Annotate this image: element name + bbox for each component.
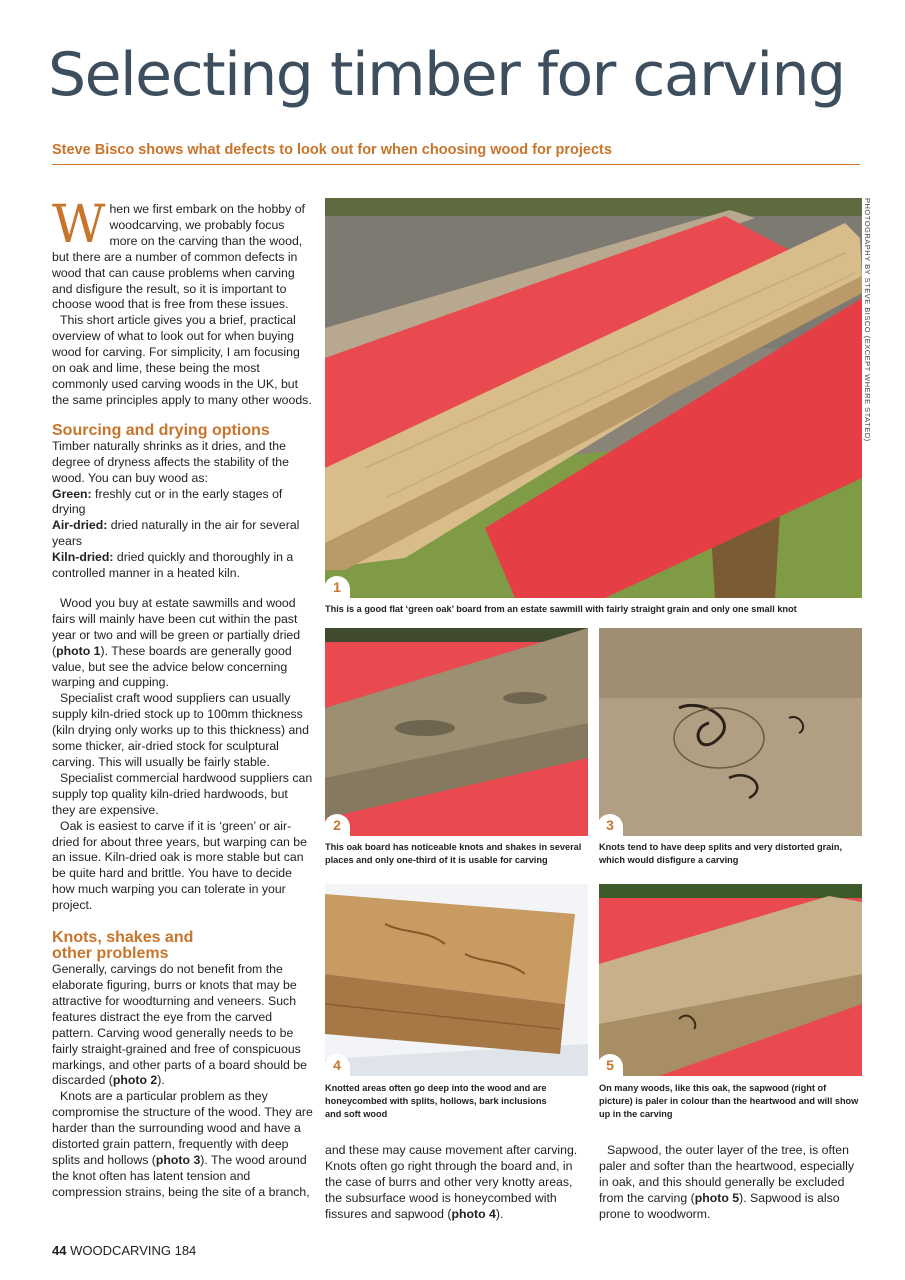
intro-paragraph-1: When we first embark on the hobby of woodcarving, we probably focus more on the carving than the wood, but there are a number of common defects in wood that can cause problems when carving and disfigure the result, so it is important to choose wood that is free from these issues. xyxy=(52,195,305,312)
photo-4-number: 4 xyxy=(324,1054,350,1076)
photo-5 xyxy=(599,884,862,1076)
sourcing-paragraph-5: Oak is easiest to carve if it is ‘green’ or air-dried for about three years, but warping can be an issue. Kiln-dried oak is more stable but can be quite hard and brittle. You have to decide how much warping you can tolerate in your project. xyxy=(52,818,307,913)
section-heading-knots: Knots, shakes and other problems xyxy=(52,929,194,963)
definition-air-dried: Air-dried: dried naturally in the air for several years xyxy=(52,518,300,549)
photo-3-number: 3 xyxy=(597,814,623,836)
sourcing-paragraph-4: Specialist commercial hardwood suppliers can supply top quality kiln-dried hardwoods, but they are expensive. xyxy=(52,770,313,817)
magazine-issue: WOODCARVING 184 xyxy=(70,1243,197,1258)
photo-2-image xyxy=(325,628,588,836)
photo-3 xyxy=(599,628,862,836)
article-title: Selecting timber for carving xyxy=(48,40,845,110)
photo-1 xyxy=(325,198,862,598)
drop-cap: W xyxy=(52,195,106,255)
definition-kiln-dried: Kiln-dried: dried quickly and thoroughly in a controlled manner in a heated kiln. xyxy=(52,550,294,581)
photo-4-caption: Knotted areas often go deep into the wood and are honeycombed with splits, hollows, bark inclusions and soft wood xyxy=(325,1083,547,1119)
sourcing-paragraph-1: Timber naturally shrinks as it dries, and the degree of dryness affects the stability of the wood. You can buy wood as: xyxy=(52,438,289,485)
middle-column-text: and these may cause movement after carving. Knots often go right through the board and, in the case of burrs and other very knotty areas, the subsurface wood is honeycombed with fissures and sapwood (photo 4). xyxy=(325,1143,578,1221)
photo-4-image xyxy=(325,884,588,1076)
photo-2 xyxy=(325,628,588,836)
section-heading-sourcing: Sourcing and drying options xyxy=(52,421,270,439)
left-column xyxy=(52,195,314,1201)
photo-1-image xyxy=(325,198,862,598)
photo-5-caption: On many woods, like this oak, the sapwood (right of picture) is paler in colour than the heartwood and will show up in the carving xyxy=(599,1083,859,1119)
sourcing-paragraph-2: Wood you buy at estate sawmills and wood fairs will mainly have been cut within the past year or two and will be green or partially dried (photo 1). These boards are generally good value, but see the advice below concerning warping and cupping. xyxy=(52,595,301,690)
photo-5-number: 5 xyxy=(597,1054,623,1076)
photo-1-caption: This is a good flat ‘green oak’ board from an estate sawmill with fairly straight grain and only one small knot xyxy=(325,604,797,614)
page-footer xyxy=(52,1243,196,1258)
photo-3-caption: Knots tend to have deep splits and very distorted grain, which would disfigure a carving xyxy=(599,842,843,865)
photo-1-number: 1 xyxy=(324,576,350,598)
photo-4 xyxy=(325,884,588,1076)
right-column-text: Sapwood, the outer layer of the tree, is often paler and softer than the heartwood, especially in oak, and this should generally be excluded from the carving (photo 5). Sapwood is also prone to woodworm. xyxy=(599,1143,854,1221)
sourcing-paragraph-3: Specialist craft wood suppliers can usually supply kiln-dried stock up to 100mm thickness (kiln drying only works up to this thickness) and some thicker, air-dried stock for sculptural carving. This will usually be fairly stable. xyxy=(52,691,309,769)
definition-green: Green: freshly cut or in the early stages of drying xyxy=(52,486,283,517)
photo-2-number: 2 xyxy=(324,814,350,836)
photo-credit: PHOTOGRAPHY BY STEVE BISCO (EXCEPT WHERE STATED) xyxy=(863,198,872,442)
knots-paragraph-2: Knots are a particular problem as they compromise the structure of the wood. They are harder than the surrounding wood and have a distorted grain pattern, frequently with deep splits and hollows (photo 3). The wood around the knot often has latent tension and compression strains, being the site of a branch, xyxy=(52,1089,313,1199)
standfirst: Steve Bisco shows what defects to look out for when choosing wood for projects xyxy=(52,142,860,165)
intro-paragraph-2: This short article gives you a brief, practical overview of what to look out for when buying wood for carving. For simplicity, I am focusing on oak and lime, these being the most commonly used carving woods in the UK, but the same principles apply to many other woods. xyxy=(52,313,312,407)
knots-paragraph-1: Generally, carvings do not benefit from the elaborate figuring, burrs or knots that may be attractive for woodturning and veneers. Such features distract the eye from the carved pattern. Carving wood generally needs to be fairly straight-grained and free of conspicuous markings, and other parts of a board should be discarded (photo 2). xyxy=(52,962,307,1088)
photo-3-image xyxy=(599,628,862,836)
page-number: 44 xyxy=(52,1243,67,1258)
photo-5-image xyxy=(599,884,862,1076)
photo-2-caption: This oak board has noticeable knots and shakes in several places and only one-third of it is usable for carving xyxy=(325,842,582,865)
